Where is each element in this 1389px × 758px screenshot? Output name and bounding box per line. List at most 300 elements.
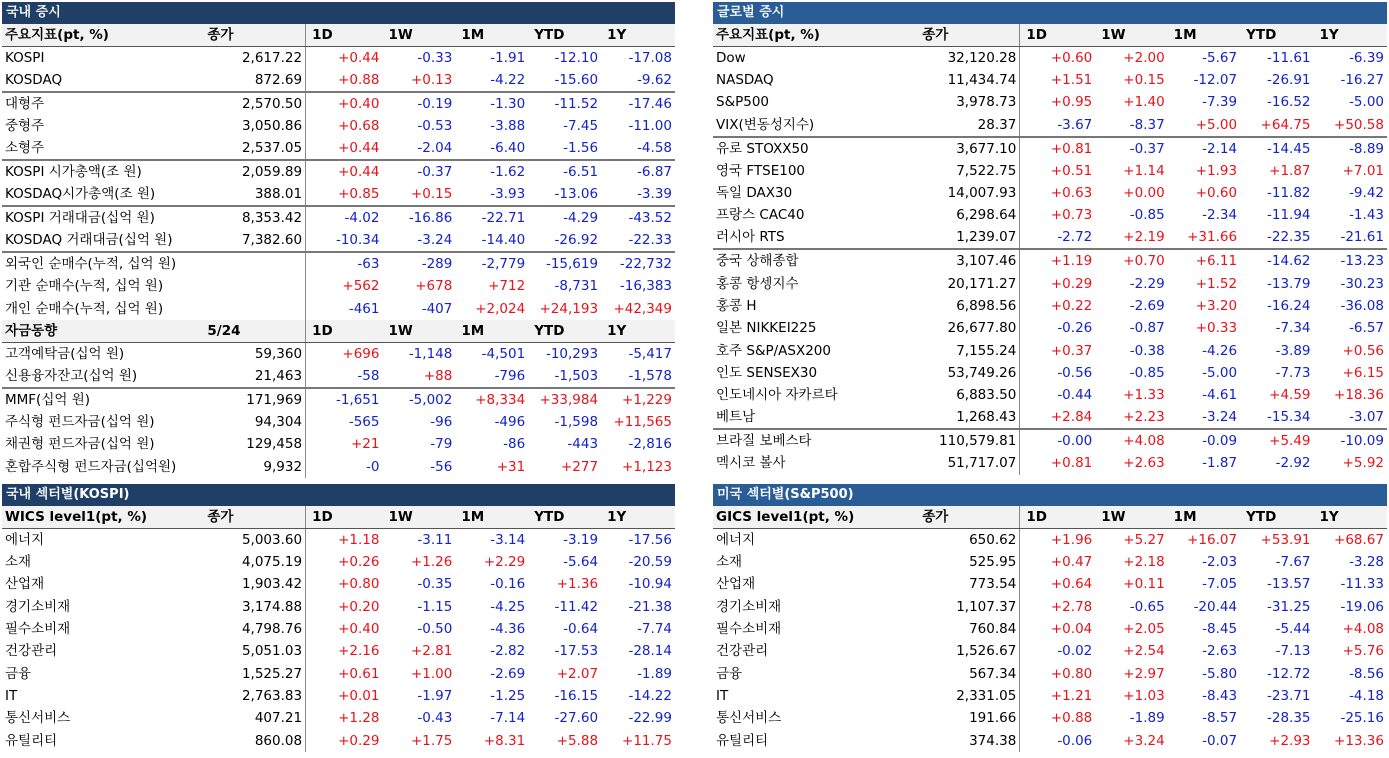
close-value: 5,003.60	[204, 529, 305, 552]
change-value: -2,816	[628, 436, 672, 453]
table-row	[2, 69, 675, 92]
row-label: 대형주	[2, 92, 204, 115]
close-value: 6,898.56	[919, 295, 1020, 317]
table-row	[2, 115, 675, 137]
change-value: -3.24	[417, 232, 453, 249]
close-value: 872.69	[204, 69, 305, 92]
change-value: -2.03	[1202, 554, 1238, 571]
change-value: -4.26	[1202, 342, 1238, 359]
change-value: -5.67	[1202, 50, 1238, 66]
change-value: -5.44	[1275, 621, 1311, 638]
row-label: 에너지	[716, 532, 756, 548]
change-value: -8.45	[1202, 621, 1238, 638]
row-label: KOSDAQ 거래대금(십억 원)	[5, 232, 173, 249]
change-value: +33,984	[528, 388, 601, 411]
change-value: +50.58	[1334, 116, 1384, 133]
change-value: -3.88	[490, 118, 526, 135]
change-value: -7.67	[1275, 554, 1311, 571]
table-row	[2, 551, 675, 573]
row-label: 유틸리티	[5, 732, 58, 749]
change-value: -3.67	[1057, 116, 1093, 133]
change-value: +0.11	[1123, 576, 1165, 593]
row-label: MMF(십억 원)	[2, 388, 204, 411]
close-value: 59,360	[204, 342, 305, 365]
close-value: 2,537.05	[204, 137, 305, 160]
table-row	[713, 618, 1387, 640]
change-value: -26.92	[554, 232, 599, 249]
change-value: -14.62	[1240, 249, 1313, 272]
change-value: +2.05	[1123, 621, 1165, 638]
domestic-market-panel	[2, 2, 675, 478]
change-value: +0.80	[1050, 665, 1093, 682]
change-value: +42,349	[613, 300, 672, 317]
change-value: -8.57	[1202, 710, 1238, 727]
change-value: -3.19	[563, 532, 599, 548]
global-table	[713, 24, 1387, 475]
close-value: 407.21	[204, 707, 305, 729]
change-value: +4.59	[1269, 387, 1311, 404]
table-row	[713, 362, 1387, 384]
table-row	[2, 298, 675, 320]
close-value: 4,075.19	[204, 551, 305, 573]
row-label: GICS level1(pt, %)	[713, 506, 919, 529]
close-value: 760.84	[919, 618, 1020, 640]
table-row	[713, 640, 1387, 662]
change-value: -16,383	[619, 278, 672, 295]
change-value: 1W	[382, 320, 455, 343]
close-value: 3,174.88	[204, 596, 305, 618]
table-row	[2, 388, 675, 411]
table-row	[713, 137, 1387, 160]
panel-title: 미국 섹터별(S&P500)	[713, 484, 1387, 506]
change-value: 1D	[306, 320, 383, 343]
change-value: -2.82	[490, 643, 526, 660]
change-value: -461	[348, 300, 380, 317]
table-row	[713, 249, 1387, 272]
change-value: +0.70	[1095, 249, 1167, 272]
close-value: 2,059.89	[204, 160, 305, 183]
close-value: 8,353.42	[204, 206, 305, 229]
header-row	[2, 320, 675, 343]
row-label: 주요지표(pt, %)	[2, 24, 204, 47]
change-value: -1.15	[417, 598, 453, 615]
change-value: -0.06	[1057, 732, 1093, 749]
change-value: -11.42	[554, 598, 599, 615]
change-value: -5.00	[1202, 364, 1238, 381]
close-value: 21,463	[204, 365, 305, 388]
table-row	[713, 295, 1387, 317]
change-value: +2.23	[1123, 409, 1165, 426]
change-value: -1,651	[306, 388, 383, 411]
table-row	[713, 662, 1387, 684]
change-value: +1.40	[1123, 94, 1165, 111]
change-value: -20.59	[628, 554, 672, 571]
change-value: -0.85	[1129, 364, 1165, 381]
change-value: +1,229	[601, 388, 675, 411]
change-value: -7.39	[1202, 94, 1238, 111]
table-row	[713, 272, 1387, 294]
change-value: -0.16	[490, 576, 526, 593]
change-value: +3.24	[1123, 732, 1165, 749]
close-value: 1,268.43	[919, 406, 1020, 429]
change-value: -8,731	[554, 278, 599, 295]
change-value: +0.60	[1050, 50, 1093, 66]
change-value: +696	[342, 345, 380, 362]
table-row	[713, 339, 1387, 361]
change-value: -31.25	[1266, 598, 1311, 615]
change-value: +8,334	[455, 388, 528, 411]
change-value: -0.37	[382, 160, 455, 183]
close-value: 191.66	[919, 707, 1020, 729]
close-value: 6,883.50	[919, 384, 1020, 406]
change-value: -796	[494, 367, 526, 384]
change-value: -6.40	[490, 140, 526, 157]
change-value: 1W	[1095, 24, 1167, 47]
close-value: 1,526.67	[919, 640, 1020, 662]
change-value: -0.43	[417, 710, 453, 727]
change-value: -0	[366, 458, 380, 475]
change-value: -63	[306, 252, 383, 275]
change-value: +0.29	[338, 732, 380, 749]
change-value: +2.54	[1123, 643, 1165, 660]
change-value: -12.72	[1266, 665, 1311, 682]
table-row	[713, 529, 1387, 552]
change-value: -15.60	[554, 72, 599, 88]
table-row	[2, 275, 675, 297]
change-value: +2.18	[1123, 554, 1165, 571]
change-value: 1M	[455, 320, 528, 343]
row-label: 혼합주식형 펀드자금(십억원)	[5, 458, 177, 475]
kr-sector-table	[2, 506, 675, 752]
row-label: 기관 순매수(누적, 십억 원)	[5, 278, 164, 295]
change-value: +5.00	[1195, 116, 1238, 133]
row-label: 경기소비재	[716, 598, 782, 615]
close-value: 6,298.64	[919, 204, 1020, 226]
row-label: KOSPI 거래대금(십억 원)	[2, 206, 204, 229]
change-value: -0.37	[1095, 137, 1167, 160]
change-value: 1W	[382, 506, 455, 529]
table-row	[2, 662, 675, 684]
close-value: 51,717.07	[919, 452, 1020, 474]
change-value: +0.40	[306, 92, 383, 115]
change-value: -1.62	[455, 160, 528, 183]
change-value: -21.38	[628, 598, 672, 615]
change-value: -11.00	[628, 118, 672, 135]
change-value: -7.13	[1275, 643, 1311, 660]
change-value: +0.60	[1195, 185, 1238, 202]
change-value: -2.69	[1129, 297, 1165, 314]
change-value: -22.35	[1266, 229, 1311, 246]
us-sector-table	[713, 506, 1387, 752]
change-value: -1.97	[417, 687, 453, 704]
table-row	[713, 573, 1387, 595]
change-value: -0.07	[1202, 732, 1238, 749]
change-value: -17.53	[554, 643, 599, 660]
change-value: -12.07	[1193, 72, 1238, 89]
row-label: 통신서비스	[716, 710, 782, 727]
change-value: -27.60	[554, 710, 599, 727]
change-value: -22,732	[601, 252, 675, 275]
change-value: -0.64	[563, 621, 599, 638]
row-label: 브라질 보베스타	[713, 429, 919, 452]
change-value: +2.16	[338, 643, 380, 660]
close-value: 2,763.83	[204, 685, 305, 707]
change-value: 1Y	[601, 506, 675, 529]
table-row	[713, 226, 1387, 249]
change-value: -2.14	[1168, 137, 1240, 160]
table-row	[2, 160, 675, 183]
table-row	[2, 529, 675, 552]
change-value: +0.68	[338, 118, 380, 135]
close-value: 9,932	[204, 455, 305, 477]
change-value: -17.56	[628, 532, 672, 548]
close-value: 14,007.93	[919, 182, 1020, 204]
change-value: -14.22	[628, 687, 672, 704]
close-value: 171,969	[204, 388, 305, 411]
table-row	[2, 729, 675, 751]
change-value: -1.25	[490, 687, 526, 704]
change-value: +88	[423, 367, 453, 384]
change-value: 1W	[382, 24, 455, 47]
table-row	[713, 452, 1387, 474]
change-value: +277	[560, 458, 599, 475]
close-value	[204, 298, 305, 320]
row-label: 금융	[716, 665, 743, 682]
change-value: 1W	[1095, 506, 1167, 529]
change-value: -22.33	[628, 232, 672, 249]
change-value: +5.92	[1342, 455, 1384, 472]
change-value: -20.44	[1193, 598, 1238, 615]
change-value: +1.93	[1195, 162, 1238, 179]
row-label: 호주 S&P/ASX200	[716, 342, 831, 359]
change-value: +0.80	[338, 576, 380, 593]
change-value: -13.23	[1314, 249, 1387, 272]
change-value: +16.07	[1187, 532, 1238, 548]
change-value: -19.06	[1340, 598, 1384, 615]
table-row	[713, 47, 1387, 70]
change-value: -0.09	[1168, 429, 1240, 452]
change-value: 1D	[1020, 506, 1095, 529]
table-row	[2, 137, 675, 160]
change-value: -86	[503, 436, 526, 453]
change-value: -0.35	[417, 576, 453, 593]
change-value: +1.14	[1123, 162, 1165, 179]
change-value: YTD	[528, 506, 601, 529]
row-label: VIX(변동성지수)	[716, 116, 815, 133]
row-label: NASDAQ	[716, 72, 774, 89]
change-value: -7.14	[490, 710, 526, 727]
change-value: +0.85	[338, 186, 380, 203]
change-value: -17.08	[628, 50, 672, 66]
change-value: +0.61	[338, 665, 380, 682]
change-value: +0.33	[1195, 320, 1238, 337]
change-value: -12.10	[554, 50, 599, 66]
row-label: 러시아 RTS	[716, 229, 785, 246]
row-label: 경기소비재	[5, 598, 71, 615]
close-value: 3,107.46	[919, 249, 1020, 272]
change-value: YTD	[1240, 506, 1313, 529]
change-value: +0.64	[1050, 576, 1093, 593]
change-value: -7.45	[563, 118, 599, 135]
row-label: Dow	[716, 50, 746, 66]
panel-title: 글로벌 증시	[713, 2, 1387, 24]
close-value: 2,570.50	[204, 92, 305, 115]
change-value: -11.94	[1266, 207, 1311, 224]
change-value: -16.27	[1340, 72, 1384, 89]
close-value: 110,579.81	[919, 429, 1020, 452]
row-label: 주요지표(pt, %)	[713, 24, 919, 47]
kr-sector-panel	[2, 484, 675, 752]
change-value: -13.57	[1266, 576, 1311, 593]
change-value: -3.93	[490, 186, 526, 203]
row-label: 외국인 순매수(누적, 십억 원)	[2, 252, 204, 275]
change-value: +0.15	[410, 186, 453, 203]
row-label: KOSDAQ	[5, 72, 63, 88]
change-value: -23.71	[1266, 687, 1311, 704]
change-value: -11.61	[1266, 50, 1311, 66]
change-value: -2.63	[1202, 643, 1238, 660]
table-row	[713, 317, 1387, 339]
change-value: +5.49	[1240, 429, 1313, 452]
change-value: -5,002	[382, 388, 455, 411]
table-row	[2, 206, 675, 229]
change-value: -9.62	[637, 72, 672, 88]
change-value: +2.07	[556, 665, 599, 682]
change-value: +1.96	[1050, 532, 1093, 548]
change-value: +0.37	[1050, 342, 1093, 359]
change-value: -3.11	[417, 532, 453, 548]
change-value: -5.80	[1202, 665, 1238, 682]
change-value: -4.58	[637, 140, 672, 157]
row-label: 채권형 펀드자금(십억 원)	[5, 436, 155, 453]
change-value: -289	[382, 252, 455, 275]
change-value: +3.20	[1195, 297, 1238, 314]
change-value: -17.46	[601, 92, 675, 115]
change-value: -96	[430, 414, 453, 431]
change-value: +1.00	[410, 665, 453, 682]
table-row	[2, 411, 675, 433]
close-value: 7,155.24	[919, 339, 1020, 361]
table-row	[2, 685, 675, 707]
close-value: 5/24	[204, 320, 305, 343]
close-value: 525.95	[919, 551, 1020, 573]
change-value: +21	[350, 436, 380, 453]
change-value: +0.51	[1050, 162, 1093, 179]
row-label: KOSDAQ시가총액(조 원)	[5, 186, 156, 203]
change-value: +2.97	[1123, 665, 1165, 682]
change-value: -7.05	[1202, 576, 1238, 593]
table-row	[713, 685, 1387, 707]
change-value: +0.44	[338, 50, 380, 66]
global-market-panel	[713, 2, 1387, 475]
header-row	[713, 506, 1387, 529]
change-value: -28.14	[628, 643, 672, 660]
close-value: 94,304	[204, 411, 305, 433]
change-value: -30.23	[1340, 275, 1384, 292]
close-value: 종가	[204, 24, 305, 47]
change-value: +2.78	[1050, 598, 1093, 615]
table-row	[713, 384, 1387, 406]
row-label: 필수소비재	[716, 621, 782, 638]
close-value: 860.08	[204, 729, 305, 751]
row-label: 소재	[5, 554, 32, 571]
close-value: 650.62	[919, 529, 1020, 552]
row-label: 통신서비스	[5, 710, 71, 727]
change-value: -10.09	[1314, 429, 1387, 452]
change-value: 1D	[306, 24, 383, 47]
change-value: +53.91	[1260, 532, 1311, 548]
table-row	[713, 406, 1387, 429]
close-value: 종가	[204, 506, 305, 529]
change-value: -58	[357, 367, 380, 384]
row-label: 고객예탁금(십억 원)	[5, 345, 125, 362]
change-value: +562	[342, 278, 380, 295]
row-label: 개인 순매수(누적, 십억 원)	[5, 300, 164, 317]
change-value: 1D	[306, 506, 383, 529]
change-value: -1.87	[1202, 455, 1238, 472]
us-sector-panel	[713, 484, 1387, 752]
change-value: +678	[415, 278, 453, 295]
change-value: +24,193	[539, 300, 599, 317]
row-label: 유로 STOXX50	[713, 137, 919, 160]
close-value: 28.37	[919, 114, 1020, 137]
change-value: 1M	[455, 506, 528, 529]
row-label: 건강관리	[716, 643, 769, 660]
row-label: 필수소비재	[5, 621, 71, 638]
row-label: 건강관리	[5, 643, 58, 660]
change-value: -6.57	[1349, 320, 1384, 337]
change-value: 1Y	[601, 24, 675, 47]
change-value: -1,598	[554, 414, 599, 431]
row-label: IT	[716, 687, 729, 704]
close-value: 20,171.27	[919, 272, 1020, 294]
change-value: 1M	[455, 24, 528, 47]
table-row	[713, 551, 1387, 573]
row-label: 인도네시아 자카르타	[716, 387, 838, 404]
table-row	[2, 183, 675, 206]
change-value: -2.34	[1202, 207, 1238, 224]
change-value: -3.39	[637, 186, 672, 203]
row-label: KOSPI	[5, 50, 45, 66]
row-label: 소형주	[5, 140, 45, 157]
change-value: -3.89	[1275, 342, 1311, 359]
change-value: +0.04	[1050, 621, 1093, 638]
change-value: -8.37	[1129, 116, 1165, 133]
close-value: 종가	[919, 506, 1020, 529]
change-value: -0.00	[1020, 429, 1095, 452]
change-value: -1.91	[490, 50, 526, 66]
table-row	[713, 729, 1387, 751]
row-label: 영국 FTSE100	[716, 162, 806, 179]
row-label: 유틸리티	[716, 732, 769, 749]
change-value: 1Y	[1314, 506, 1387, 529]
change-value: -5.00	[1349, 94, 1384, 111]
change-value: -3.07	[1349, 409, 1384, 426]
change-value: +0.13	[410, 72, 453, 88]
change-value: -6.39	[1349, 50, 1384, 66]
change-value: +0.22	[1050, 297, 1093, 314]
change-value: +64.75	[1260, 116, 1311, 133]
table-row	[713, 204, 1387, 226]
change-value: -22.99	[628, 710, 672, 727]
change-value: -16.24	[1266, 297, 1311, 314]
change-value: +0.44	[338, 140, 380, 157]
header-row	[713, 24, 1387, 47]
row-label: 일본 NIKKEI225	[716, 320, 817, 337]
change-value: -43.52	[601, 206, 675, 229]
change-value: YTD	[528, 24, 601, 47]
domestic-table	[2, 24, 675, 478]
